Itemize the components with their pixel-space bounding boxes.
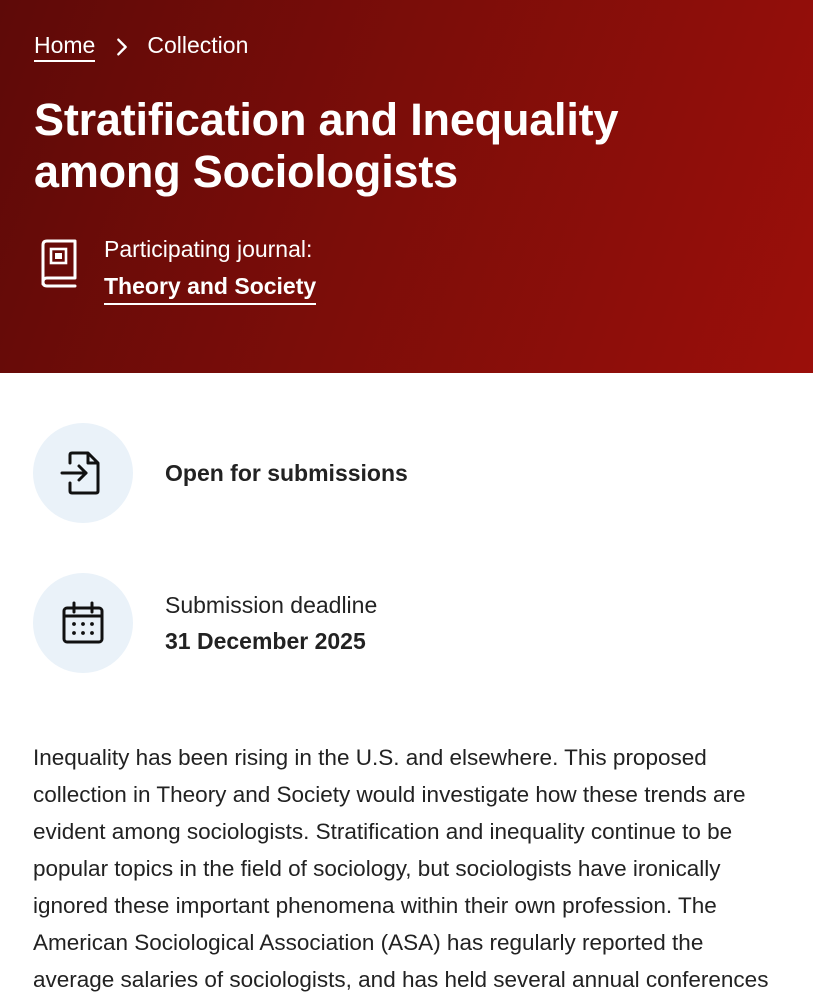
submission-status-row: [33, 423, 779, 523]
breadcrumb-home-link[interactable]: Home: [34, 32, 95, 62]
collection-description: Inequality has been rising in the U.S. and elsewhere. This proposed collection in Theory and Society would investigate how these trends are evident among sociologists. Stratification and inequality continue to be popular topics in the field of sociology, but sociologists have ironically ignored these important phenomena within their own profession. The American Sociological Association (ASA) has regularly reported the average salaries of sociologists, and has held several annual conferences: [33, 745, 769, 992]
breadcrumb-current: Collection: [147, 32, 249, 58]
submission-status: Open for submissions: [165, 460, 408, 486]
submission-deadline-row: [33, 573, 779, 673]
file-import-icon: [60, 449, 106, 497]
submission-icon-circle: [33, 423, 133, 523]
journal-label: Participating journal:: [104, 236, 313, 262]
deadline-label: Submission deadline: [165, 592, 378, 618]
journal-link[interactable]: Theory and Society: [104, 271, 316, 305]
breadcrumb: [34, 30, 779, 64]
collection-details: [0, 373, 813, 998]
participating-journal: [34, 234, 779, 305]
page-title: Stratification and Inequality among Sociologists: [34, 94, 619, 197]
calendar-icon: [60, 600, 106, 646]
book-icon: [38, 238, 80, 290]
collection-hero: [0, 0, 813, 373]
chevron-right-icon: [111, 36, 133, 58]
deadline-icon-circle: [33, 573, 133, 673]
deadline-date: 31 December 2025: [165, 628, 366, 654]
